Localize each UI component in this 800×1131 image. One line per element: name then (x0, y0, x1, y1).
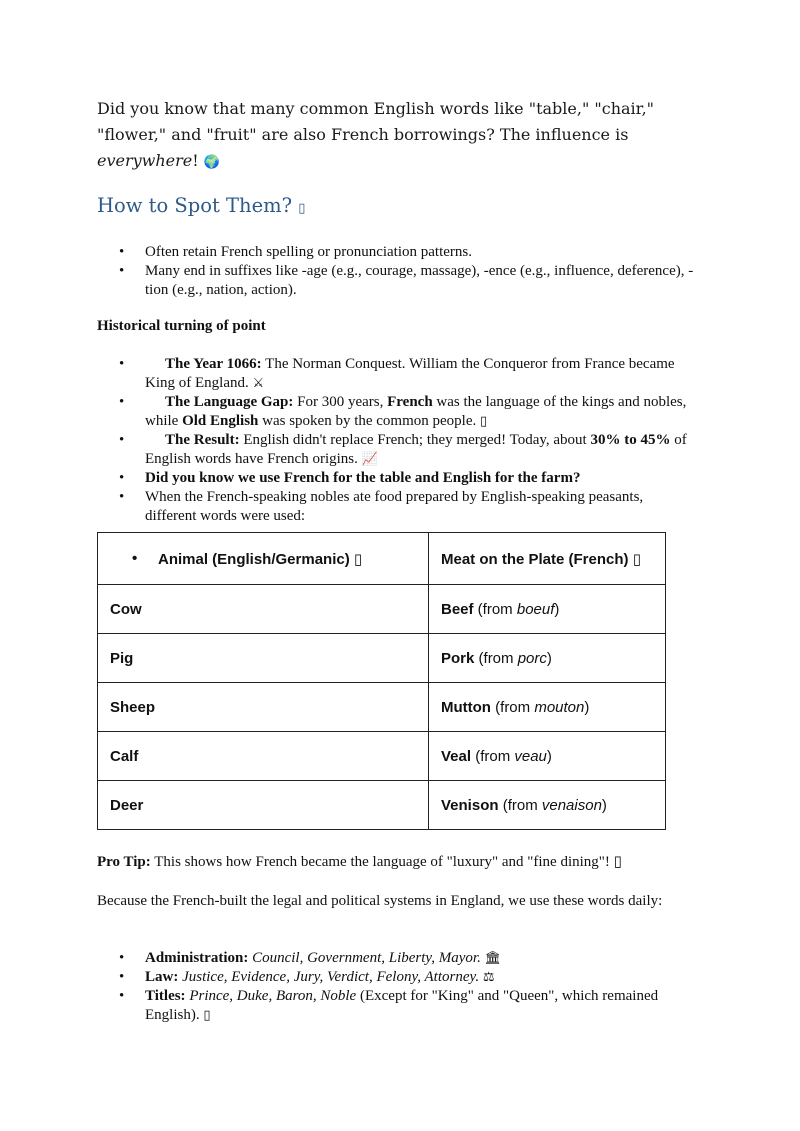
table-row (98, 585, 666, 634)
building-icon: 🏛 (484, 951, 502, 966)
legal-paragraph: Because the French-built the legal and political systems in England, we use these words daily: (97, 893, 663, 909)
header-animal: • Animal (English/Germanic) ▯ (98, 533, 429, 585)
table-row (98, 683, 666, 732)
list-text: was the language of the kings and nobles, while (145, 394, 687, 429)
list-italic: Prince, Duke, Baron, Noble (189, 988, 357, 1004)
list-item (97, 431, 697, 469)
pro-tip-text: This shows how French became the language of "luxury" and "fine dining"! ▯ (150, 854, 622, 870)
list-text: English didn't replace French; they merged! Today, about (239, 432, 591, 448)
history-heading: Historical turning of point (97, 318, 266, 334)
legal-list (97, 949, 697, 1025)
table-row (98, 781, 666, 830)
table-row (98, 732, 666, 781)
list-bold: Law: (145, 969, 179, 985)
intro-text-end: ! (192, 151, 204, 170)
section-heading-spot (97, 194, 305, 217)
missing-glyph-icon: ▯ (203, 1008, 211, 1023)
list-italic: Council, Government, Liberty, Mayor. (252, 950, 481, 966)
list-text: The Norman Conquest. William the Conqueror from France became King of England. (145, 356, 675, 391)
table-header-row (98, 533, 666, 585)
list-item: • Many end in suffixes like -age (e.g., courage, massage), -ence (e.g., influence, deference), -tion (e.g., nation, action). (97, 262, 697, 300)
missing-glyph-icon: ▯ (480, 414, 488, 429)
list-text: was spoken by the common people. (258, 413, 480, 429)
list-item (97, 355, 697, 393)
list-bold: French (387, 394, 433, 410)
list-bold: Old English (182, 413, 259, 429)
meat-cell: Venison (from venaison) (429, 781, 666, 830)
result-label: The Result: (165, 432, 240, 448)
list-italic: Justice, Evidence, Jury, Verdict, Felony, Attorney. (182, 969, 480, 985)
animal-cell: Sheep (98, 683, 429, 732)
list-item: • Often retain French spelling or pronunciation patterns. (97, 243, 697, 262)
heading-text: How to Spot Them? (97, 194, 293, 217)
pro-tip-label: Pro Tip: (97, 854, 151, 870)
swords-icon: ⚔ (252, 376, 265, 391)
intro-emphasis: everywhere (97, 151, 193, 170)
list-item (97, 968, 697, 987)
pro-tip (97, 852, 717, 871)
header-meat: Meat on the Plate (French) ▯ (429, 533, 666, 585)
animal-cell: Cow (98, 585, 429, 634)
chart-up-icon: 📈 (361, 452, 378, 467)
animal-cell: Deer (98, 781, 429, 830)
list-bold: 30% to 45% (590, 432, 671, 448)
spot-list (97, 243, 697, 300)
list-text: (Except for "King" and "Queen", which remained English). (145, 988, 659, 1023)
scales-icon: ⚖ (482, 970, 495, 985)
list-text: For 300 years, (293, 394, 388, 410)
intro-paragraph (97, 96, 707, 176)
intro-text: Did you know that many common English words like "table," "chair," "flower," and "fruit" are also French borrowings? The influence is (97, 99, 655, 144)
history-list (97, 355, 697, 526)
did-you-know: Did you know we use French for the table and English for the farm? (145, 470, 581, 486)
year-label: The Year 1066: (165, 356, 262, 372)
table-row (98, 634, 666, 683)
gap-label: The Language Gap: (165, 394, 294, 410)
list-bold: Administration: (145, 950, 249, 966)
animal-cell: Calf (98, 732, 429, 781)
list-item (97, 469, 697, 488)
animal-cell: Pig (98, 634, 429, 683)
list-item (97, 949, 697, 968)
meat-table (97, 532, 666, 830)
list-bold: Titles: (145, 988, 186, 1004)
meat-cell: Beef (from boeuf) (429, 585, 666, 634)
list-item: • When the French-speaking nobles ate food prepared by English-speaking peasants, different words were used: (97, 488, 697, 526)
meat-cell: Veal (from veau) (429, 732, 666, 781)
missing-glyph-icon: ▯ (298, 201, 306, 216)
list-text: of English words have French origins. (145, 432, 687, 467)
meat-cell: Mutton (from mouton) (429, 683, 666, 732)
globe-icon: 🌍 (203, 155, 220, 170)
meat-cell: Pork (from porc) (429, 634, 666, 683)
list-item (97, 393, 697, 431)
list-item (97, 987, 697, 1025)
